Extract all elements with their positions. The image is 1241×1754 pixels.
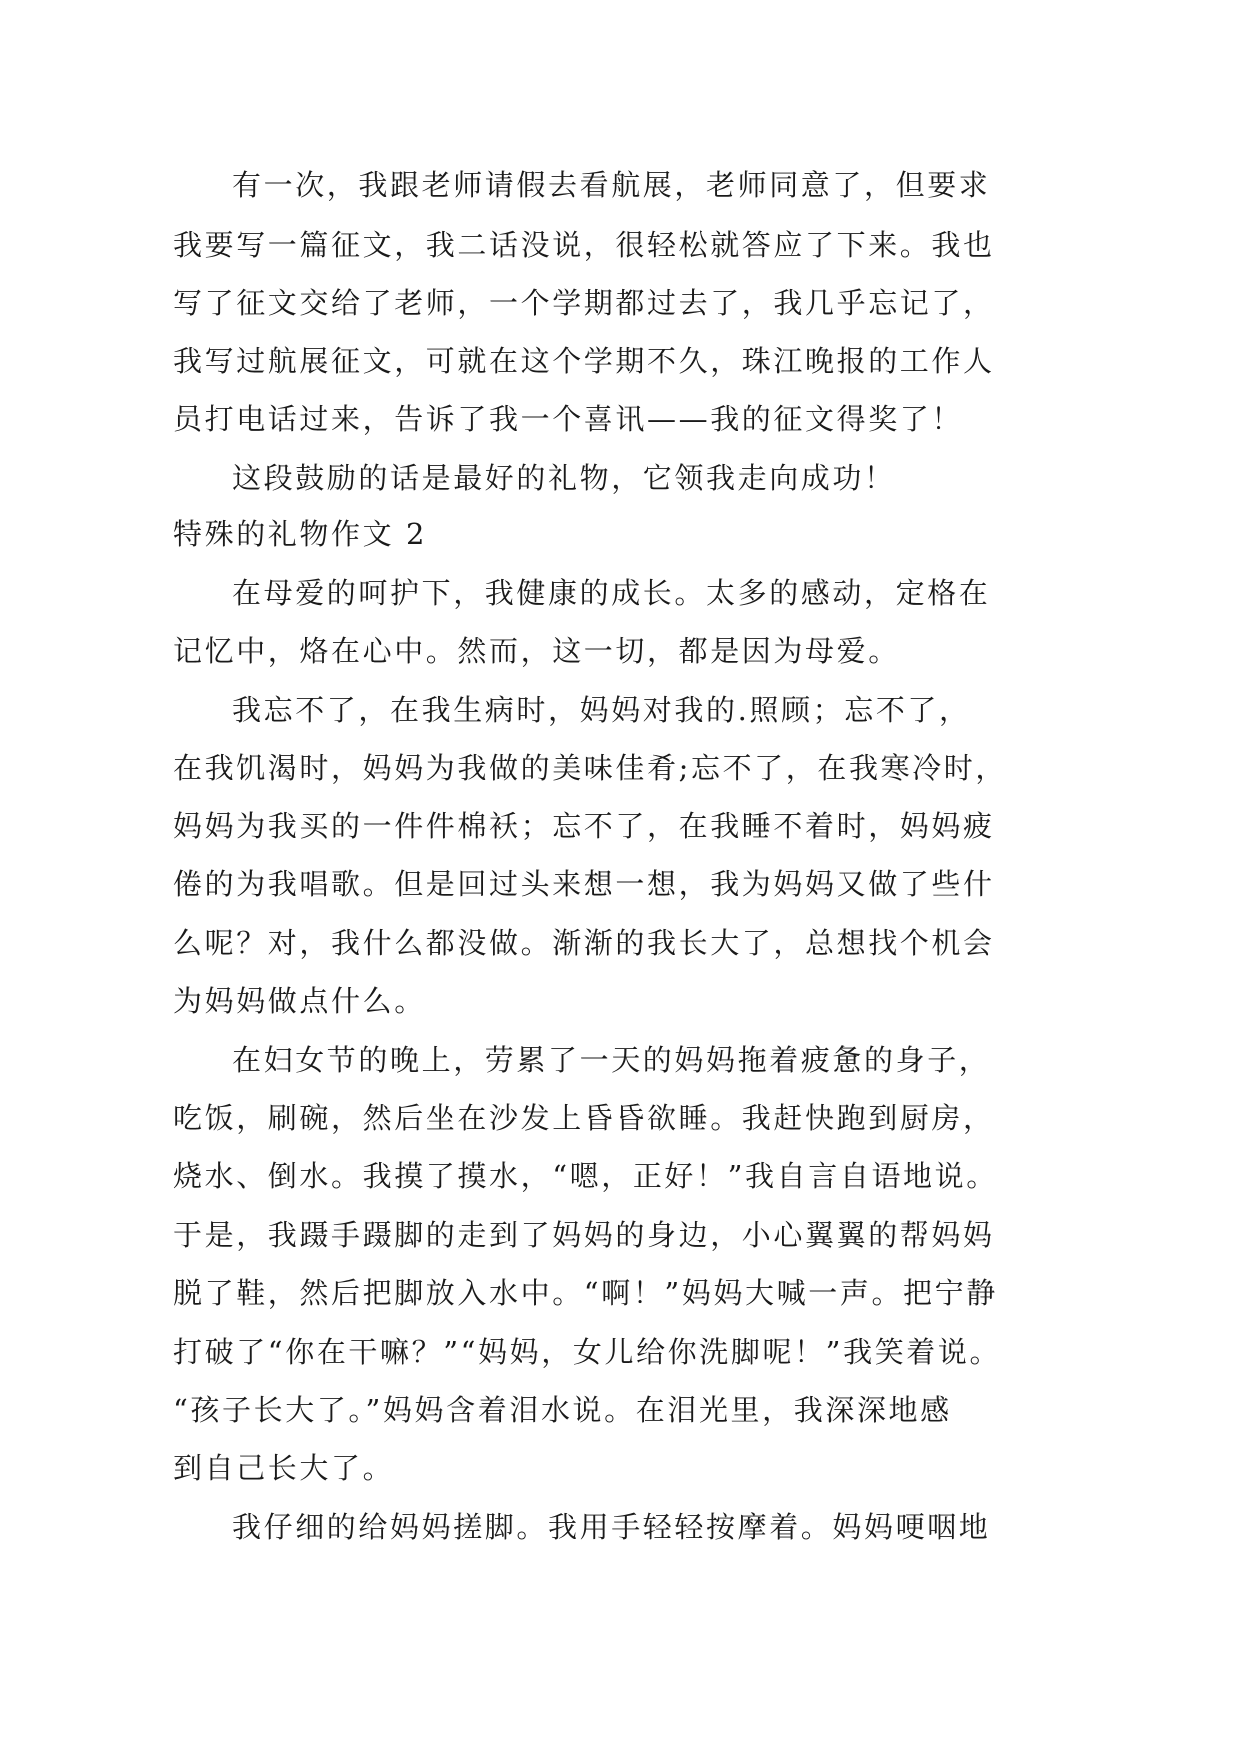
text-line: 我要写一篇征文，我二话没说，很轻松就答应了下来。我也 [173, 228, 995, 262]
text-line: 记忆中，烙在心中。然而，这一切，都是因为母爱。 [173, 634, 900, 668]
text-line: 烧水、倒水。我摸了摸水，“嗯，正好！”我自言自语地说。 [173, 1159, 998, 1193]
text-line: 我仔细的给妈妈搓脚。我用手轻轻按摩着。妈妈哽咽地 [232, 1510, 991, 1544]
text-line: 于是，我蹑手蹑脚的走到了妈妈的身边，小心翼翼的帮妈妈 [173, 1218, 995, 1252]
text-line: 我写过航展征文，可就在这个学期不久，珠江晚报的工作人 [173, 344, 995, 378]
text-line: 到自己长大了。 [173, 1451, 395, 1485]
text-line: 在妇女节的晚上，劳累了一天的妈妈拖着疲惫的身子， [232, 1043, 991, 1077]
text-line: 为妈妈做点什么。 [173, 984, 426, 1018]
section-heading: 特殊的礼物作文 2 [173, 517, 428, 551]
text-line: 倦的为我唱歌。但是回过头来想一想，我为妈妈又做了些什 [173, 867, 995, 901]
text-line: 么呢？对，我什么都没做。渐渐的我长大了，总想找个机会 [173, 926, 995, 960]
text-line: 我忘不了，在我生病时，妈妈对我的.照顾；忘不了， [232, 693, 971, 727]
text-line: 打破了“你在干嘛？”“妈妈，女儿给你洗脚呢！”我笑着说。 [173, 1335, 1002, 1369]
text-line: 有一次，我跟老师请假去看航展，老师同意了，但要求 [232, 168, 991, 202]
text-line: 在我饥渴时，妈妈为我做的美味佳肴;忘不了，在我寒冷时， [173, 751, 1007, 785]
text-line: 脱了鞋，然后把脚放入水中。“啊！”妈妈大喊一声。把宁静 [173, 1276, 998, 1310]
text-line: 写了征文交给了老师，一个学期都过去了，我几乎忘记了， [173, 286, 995, 320]
text-line: 这段鼓励的话是最好的礼物，它领我走向成功！ [232, 461, 896, 495]
text-line: 吃饭，刷碗，然后坐在沙发上昏昏欲睡。我赶快跑到厨房， [173, 1101, 995, 1135]
text-line: 妈妈为我买的一件件棉袄；忘不了，在我睡不着时，妈妈疲 [173, 809, 995, 843]
text-line: 员打电话过来，告诉了我一个喜讯——我的征文得奖了！ [173, 402, 964, 436]
text-line: 在母爱的呵护下，我健康的成长。太多的感动，定格在 [232, 576, 991, 610]
text-line: “孩子长大了。”妈妈含着泪水说。在泪光里，我深深地感 [173, 1393, 952, 1427]
